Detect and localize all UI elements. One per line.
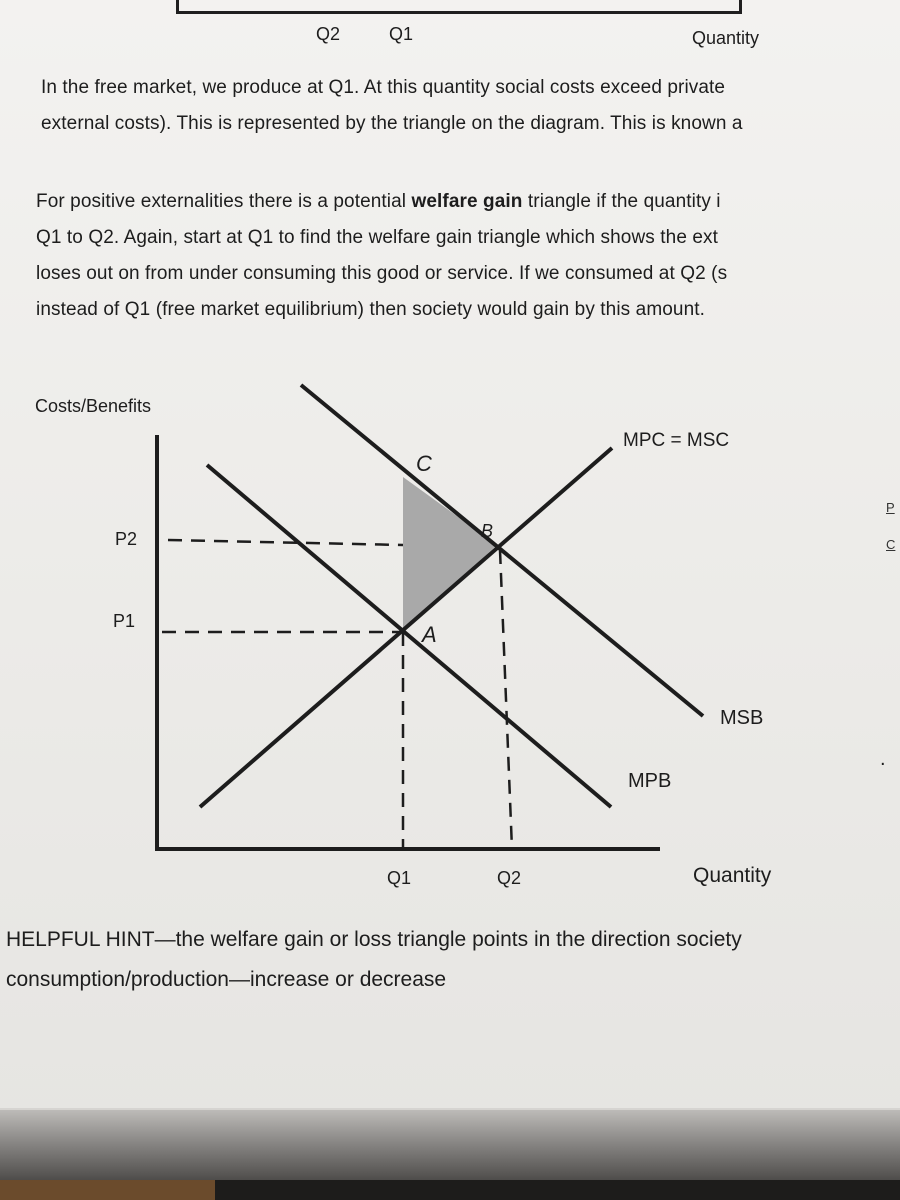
paragraph-2-line-3: loses out on from under consuming this good or service. If we consumed at Q2 (s — [36, 263, 728, 284]
q1-label: Q1 — [387, 868, 412, 888]
paragraph-1-line-1: In the free market, we produce at Q1. At this quantity social costs exceed private — [41, 77, 726, 98]
paragraph-2-text-a: For positive externalities there is a potential — [36, 191, 412, 212]
top-axis-quantity-label: Quantity — [692, 28, 760, 48]
floor-strip — [0, 1180, 900, 1200]
p1-label: P1 — [113, 611, 136, 631]
q2-label: Q2 — [497, 868, 522, 888]
welfare-gain-term: welfare gain — [411, 191, 523, 212]
margin-dot: . — [880, 748, 886, 770]
x-axis-label: Quantity — [693, 864, 772, 887]
welfare-gain-triangle — [403, 477, 497, 632]
wood-floor — [0, 1180, 215, 1200]
paragraph-2-line-2: Q1 to Q2. Again, start at Q1 to find the welfare gain triangle which shows the ext — [36, 227, 719, 248]
previous-diagram-frame — [176, 0, 742, 14]
paragraph-1-line-2: external costs). This is represented by the triangle on the diagram. This is known a — [41, 113, 743, 134]
p2-dashed-line — [168, 540, 403, 545]
top-axis-q1-label: Q1 — [389, 24, 414, 44]
margin-mark-2: C — [886, 537, 896, 552]
mpc-msc-label: MPC = MSC — [623, 430, 730, 451]
paragraph-2-text-b: triangle if the quantity i — [522, 191, 721, 212]
msb-label: MSB — [720, 707, 764, 729]
paragraph-2-line-4: instead of Q1 (free market equilibrium) then society would gain by this amount. — [36, 299, 706, 320]
p2-label: P2 — [115, 529, 138, 549]
margin-mark-1: P — [886, 500, 895, 515]
paragraph-2-line-1 — [36, 184, 721, 220]
point-c-label: C — [416, 451, 432, 476]
y-axis-label: Costs/Benefits — [35, 396, 152, 416]
helpful-hint-line-1: HELPFUL HINT—the welfare gain or loss triangle points in the direction society — [6, 928, 742, 951]
point-b-label: B — [481, 521, 494, 541]
point-a-label: A — [422, 622, 437, 647]
mpb-label: MPB — [628, 770, 672, 792]
externality-diagram — [0, 360, 900, 920]
q2-dashed-line — [500, 550, 512, 849]
top-axis-q2-label: Q2 — [316, 24, 341, 44]
helpful-hint-line-2: consumption/production—increase or decrease — [6, 968, 447, 991]
